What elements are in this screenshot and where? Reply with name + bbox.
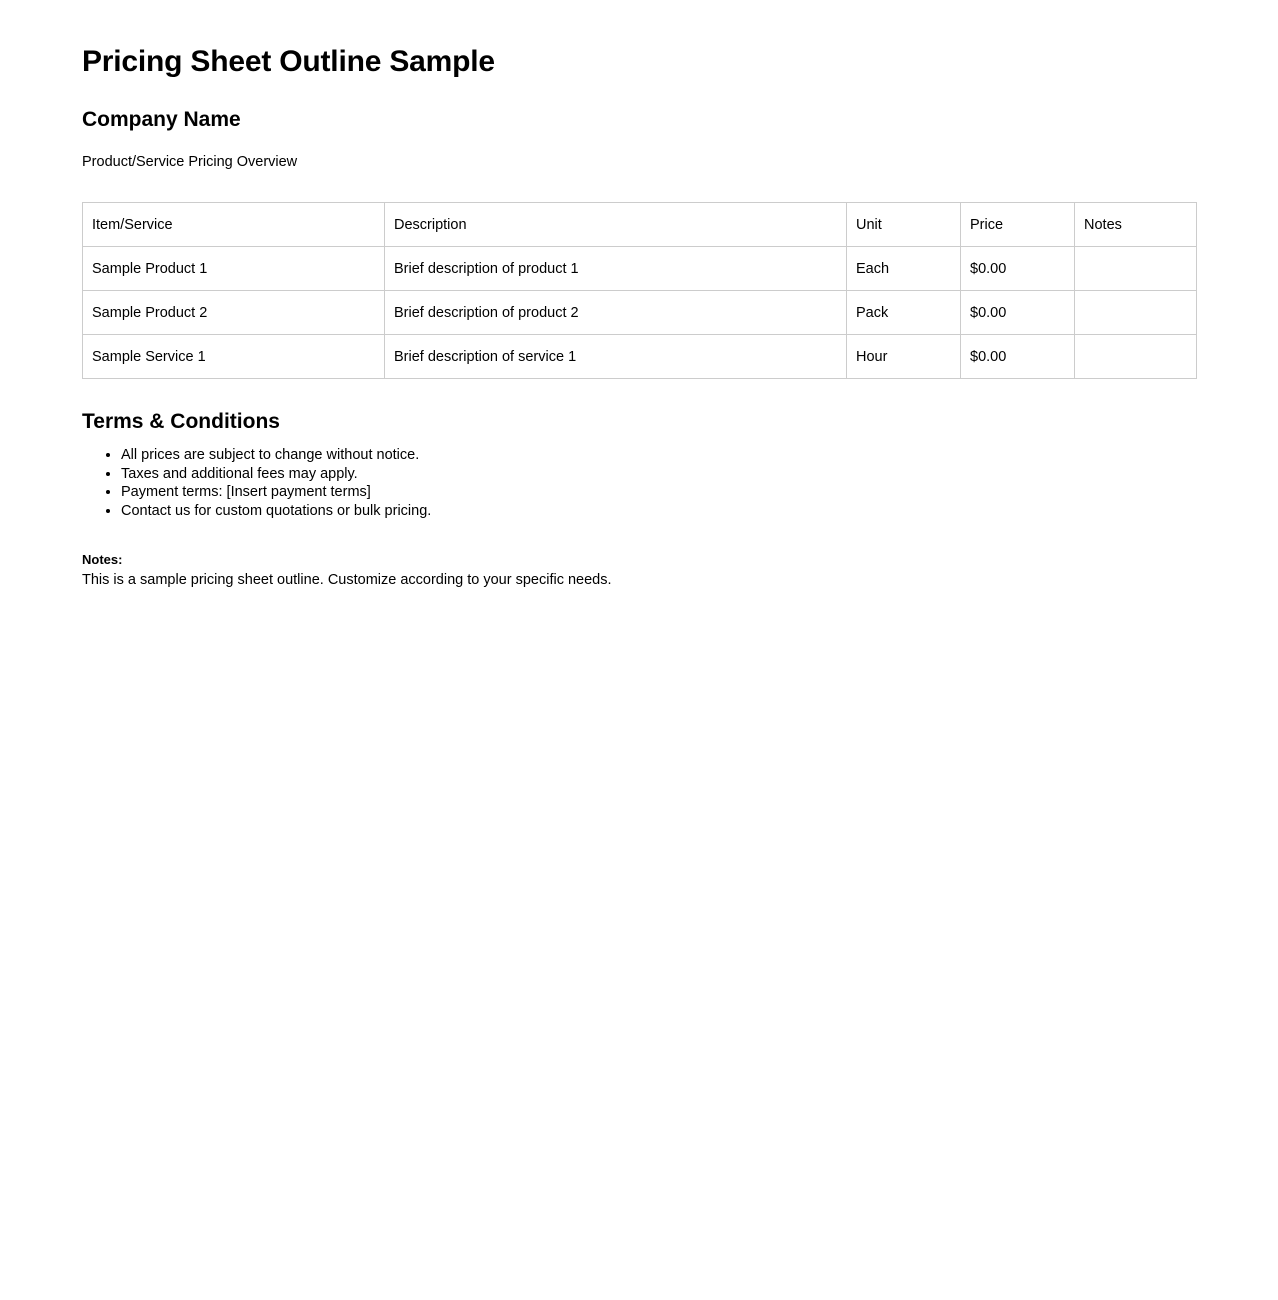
pricing-table-body (83, 247, 1197, 379)
pricing-sheet-page (0, 0, 1278, 590)
pricing-table (82, 202, 1197, 379)
column-header-price: Price (961, 203, 1075, 247)
cell-notes (1075, 335, 1197, 379)
table-row (83, 335, 1197, 379)
cell-price: $0.00 (961, 335, 1075, 379)
cell-unit: Each (847, 247, 961, 291)
pricing-overview-subtitle: Product/Service Pricing Overview (82, 154, 298, 171)
cell-description: Brief description of product 1 (385, 247, 847, 291)
company-name-heading: Company Name (82, 108, 241, 131)
cell-unit: Pack (847, 291, 961, 335)
column-header-unit: Unit (847, 203, 961, 247)
list-item: • All prices are subject to change without notice. (121, 446, 1198, 465)
notes-label: Notes: (82, 552, 123, 568)
cell-item-service: Sample Product 2 (83, 291, 385, 335)
pricing-table-header (83, 203, 1197, 247)
terms-conditions-heading: Terms & Conditions (82, 410, 280, 434)
column-header-notes: Notes (1075, 203, 1197, 247)
cell-item-service: Sample Product 1 (83, 247, 385, 291)
notes-section (82, 551, 1198, 590)
list-item: • Payment terms: [Insert payment terms] (121, 483, 1198, 502)
list-item: • Taxes and additional fees may apply. (121, 465, 1198, 484)
page-title: Pricing Sheet Outline Sample (82, 45, 495, 78)
cell-description: Brief description of product 2 (385, 291, 847, 335)
cell-notes (1075, 247, 1197, 291)
terms-conditions-list (82, 446, 1198, 520)
column-header-item-service: Item/Service (83, 203, 385, 247)
list-item: • Contact us for custom quotations or bulk pricing. (121, 502, 1198, 521)
cell-price: $0.00 (961, 247, 1075, 291)
column-header-description: Description (385, 203, 847, 247)
table-header-row (83, 203, 1197, 247)
cell-description: Brief description of service 1 (385, 335, 847, 379)
table-row (83, 247, 1197, 291)
notes-text: This is a sample pricing sheet outline. Customize according to your specific needs. (82, 571, 612, 588)
cell-item-service: Sample Service 1 (83, 335, 385, 379)
cell-notes (1075, 291, 1197, 335)
cell-price: $0.00 (961, 291, 1075, 335)
cell-unit: Hour (847, 335, 961, 379)
table-row (83, 291, 1197, 335)
